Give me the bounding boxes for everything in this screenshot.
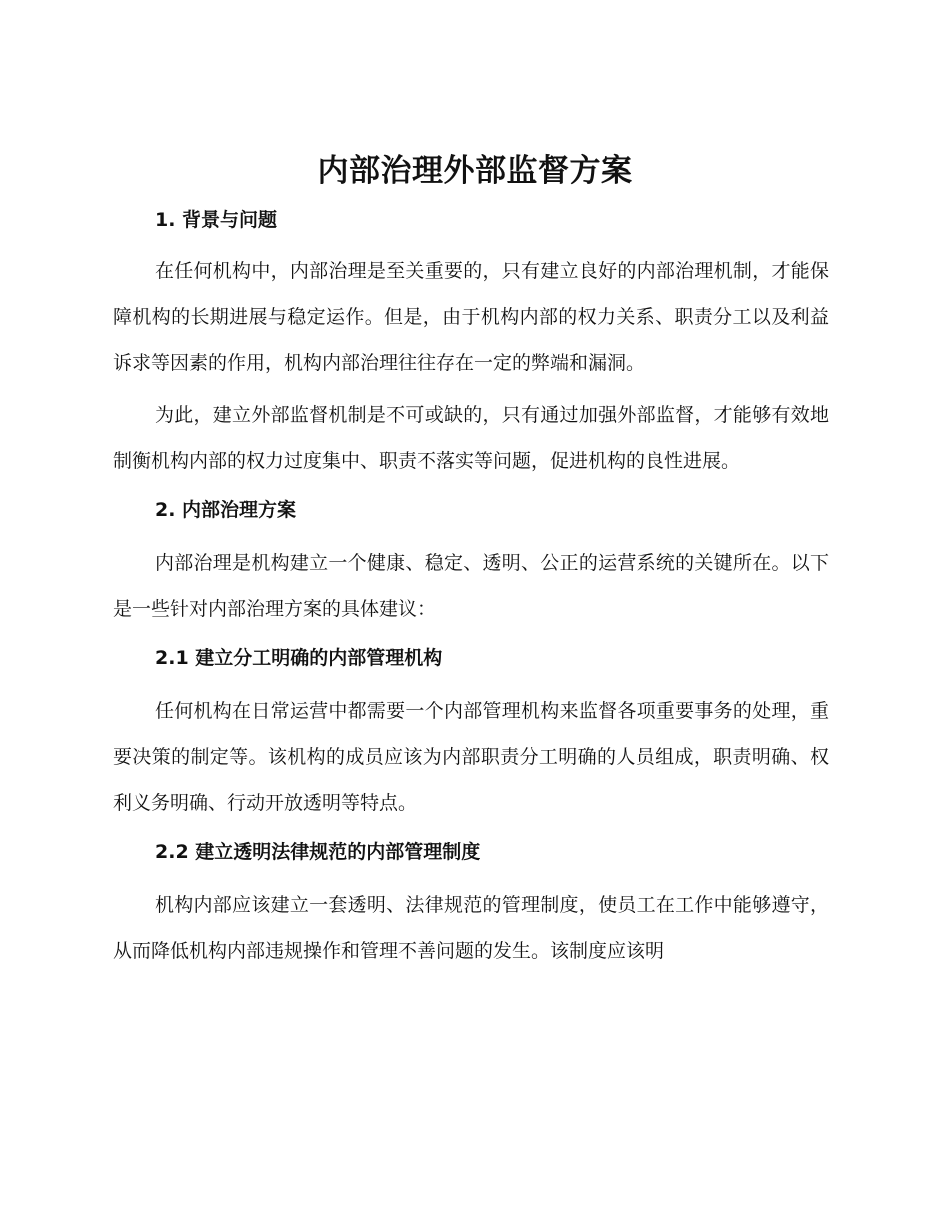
paragraph: 机构内部应该建立一套透明、法律规范的管理制度，使员工在工作中能够遵守，从而降低机构内部违规操作和管理不善问题的发生。该制度应该明 (113, 894, 829, 962)
paragraph: 在任何机构中，内部治理是至关重要的，只有建立良好的内部治理机制，才能保障机构的长期进展与稳定运作。但是，由于机构内部的权力关系、职责分工以及利益诉求等因素的作用，机构内部治理往往存在一定的弊端和漏洞。 (113, 260, 829, 374)
document-body (113, 200, 829, 974)
subsection-heading-management-system: 2.2 建立透明法律规范的内部管理制度 (155, 841, 481, 863)
section-heading-background: 1. 背景与问题 (155, 209, 278, 231)
paragraph: 任何机构在日常运营中都需要一个内部管理机构来监督各项重要事务的处理，重要决策的制定等。该机构的成员应该为内部职责分工明确的人员组成，职责明确、权利义务明确、行动开放透明等特点。 (113, 700, 829, 814)
paragraph: 内部治理是机构建立一个健康、稳定、透明、公正的运营系统的关键所在。以下是一些针对内部治理方案的具体建议： (113, 552, 829, 620)
document-title: 内部治理外部监督方案 (317, 153, 633, 189)
subsection-heading-management-body: 2.1 建立分工明确的内部管理机构 (155, 647, 443, 669)
paragraph: 为此，建立外部监督机制是不可或缺的，只有通过加强外部监督，才能够有效地制衡机构内部的权力过度集中、职责不落实等问题，促进机构的良性进展。 (113, 404, 829, 472)
section-heading-internal-governance: 2. 内部治理方案 (155, 499, 297, 521)
